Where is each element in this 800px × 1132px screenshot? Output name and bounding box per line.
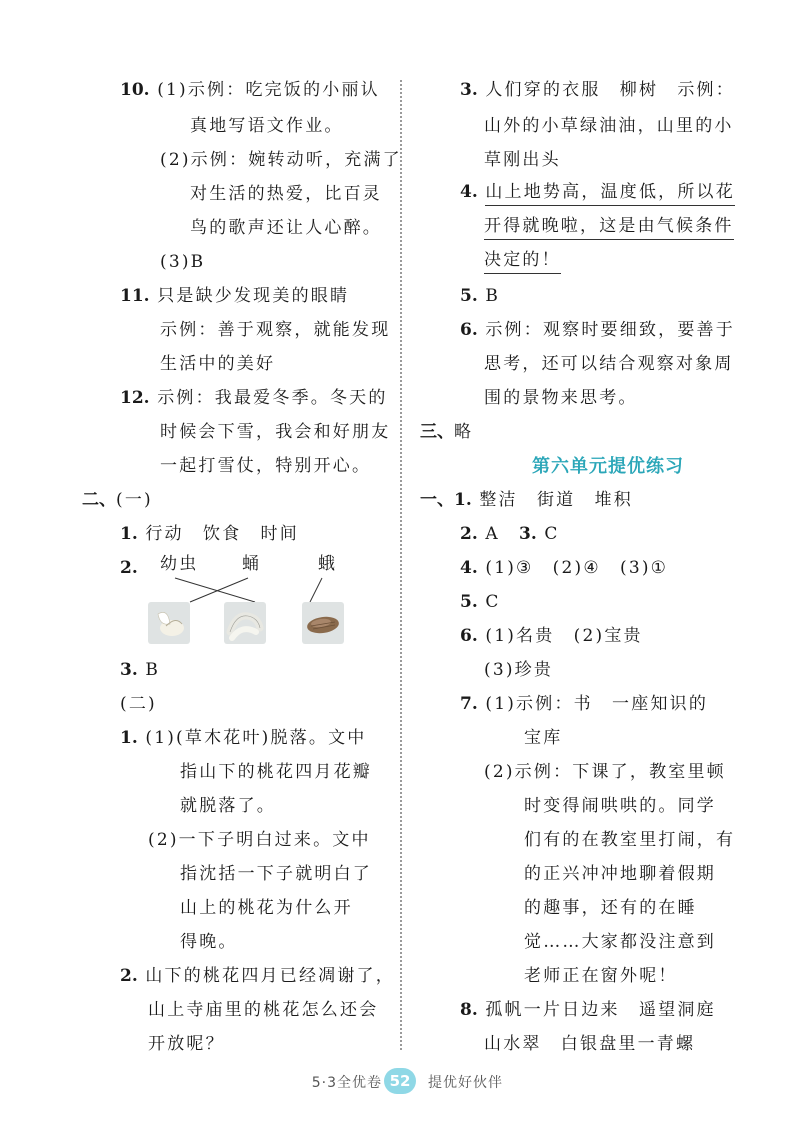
b2-line2: 山上寺庙里的桃花怎么还会 [148, 1000, 379, 1020]
footer-book-title: 5·3全优卷 [311, 1075, 382, 1091]
match-line-moth [310, 578, 322, 602]
q10: 10. (1)示例：吃完饭的小丽认 [120, 80, 380, 100]
b1-line2: 指山下的桃花四月花瓣 [180, 762, 372, 782]
r3-line3: 草刚出头 [484, 150, 561, 170]
page-number: 52 [384, 1068, 416, 1094]
larva-image [224, 602, 266, 644]
a2-num: 2. [120, 558, 138, 578]
s4: 4. (1)③ (2)④ (3)① [460, 558, 669, 578]
s7-line8: 觉……大家都没注意到 [524, 932, 716, 952]
s7-line2: 宝库 [524, 728, 563, 748]
s5: 5. C [460, 592, 501, 612]
b1-line5: 指沈括一下子就明白了 [180, 864, 372, 884]
s6: 6. (1)名贵 (2)宝贵 [460, 626, 643, 646]
r4-line3: 决定的！ [484, 249, 561, 271]
footer-slogan: 提优好伙伴 [428, 1075, 503, 1091]
q11: 11. 只是缺少发现美的眼睛 [120, 286, 350, 306]
s7-line9: 老师正在窗外呢！ [524, 966, 678, 986]
s8-line2: 山水翠 白银盘里一青螺 [484, 1034, 696, 1054]
r3-line2: 山外的小草绿油油，山里的小 [484, 116, 734, 136]
q12-line2: 时候会下雪，我会和好朋友 [160, 422, 391, 442]
word-larva: 幼虫 [160, 554, 199, 574]
r6-line3: 围的景物来思考。 [484, 388, 638, 408]
r4-line2: 开得就晚啦，这是由气候条件 [484, 215, 734, 237]
word-moth: 蛾 [318, 554, 338, 574]
r5: 5. B [460, 286, 501, 306]
b1-line4: (2)一下子明白过来。文中 [148, 830, 371, 850]
s7-line6: 的正兴冲冲地聊着假期 [524, 864, 716, 884]
r4: 4. 山上地势高，温度低，所以花 [460, 181, 735, 203]
s7-line3: (2)示例：下课了，教室里顿 [484, 762, 726, 782]
b1-line6: 山上的桃花为什么开 [180, 898, 353, 918]
a3: 3. B [120, 660, 161, 680]
b2: 2. 山下的桃花四月已经凋谢了， [120, 966, 395, 986]
column-divider [400, 80, 402, 1050]
moth-image [148, 602, 190, 644]
q10-line3: (2)示例：婉转动听，充满了 [160, 150, 402, 170]
q10-line6: (3)B [160, 252, 206, 272]
b1-line7: 得晚。 [180, 932, 238, 952]
s7-line5: 们有的在教室里打闹，有 [524, 830, 736, 850]
r6-line2: 思考，还可以结合观察对象周 [484, 354, 734, 374]
q10-line4: 对生活的热爱，比百灵 [190, 184, 382, 204]
match-line-larva [175, 578, 255, 602]
s2: 2. A 3. C [460, 524, 560, 544]
q11-line3: 生活中的美好 [160, 354, 276, 374]
s7: 7. (1)示例：书 一座知识的 [460, 694, 709, 714]
q10-line5: 鸟的歌声还让人心醉。 [190, 218, 382, 238]
subsection-2: (二) [120, 694, 157, 714]
q10-line2: 真地写语文作业。 [190, 116, 344, 136]
section-3: 三、略 [420, 422, 474, 442]
b1: 1. (1)(草木花叶)脱落。文中 [120, 728, 367, 748]
r6: 6. 示例：观察时要细致，要善于 [460, 320, 735, 340]
word-pupa: 蛹 [242, 554, 262, 574]
match-line-pupa [190, 578, 248, 602]
unit-title: 第六单元提优练习 [532, 456, 684, 477]
b2-line3: 开放呢？ [148, 1034, 225, 1054]
r3: 3. 人们穿的衣服 柳树 示例： [460, 80, 735, 100]
s7-line7: 的趣事，还有的在睡 [524, 898, 697, 918]
pupa-image [302, 602, 344, 644]
page-footer [0, 1068, 800, 1098]
a1: 1. 行动 饮食 时间 [120, 524, 299, 544]
q12-line3: 一起打雪仗，特别开心。 [160, 456, 372, 476]
s1: 一、1. 整洁 街道 堆积 [420, 490, 633, 510]
section-2: 二、(一) [82, 490, 153, 510]
q11-line2: 示例：善于观察，就能发现 [160, 320, 391, 340]
q12: 12. 示例：我最爱冬季。冬天的 [120, 388, 388, 408]
s8: 8. 孤帆一片日边来 遥望洞庭 [460, 1000, 716, 1020]
s7-line4: 时变得闹哄哄的。同学 [524, 796, 716, 816]
s6-line2: (3)珍贵 [484, 660, 554, 680]
b1-line3: 就脱落了。 [180, 796, 276, 816]
